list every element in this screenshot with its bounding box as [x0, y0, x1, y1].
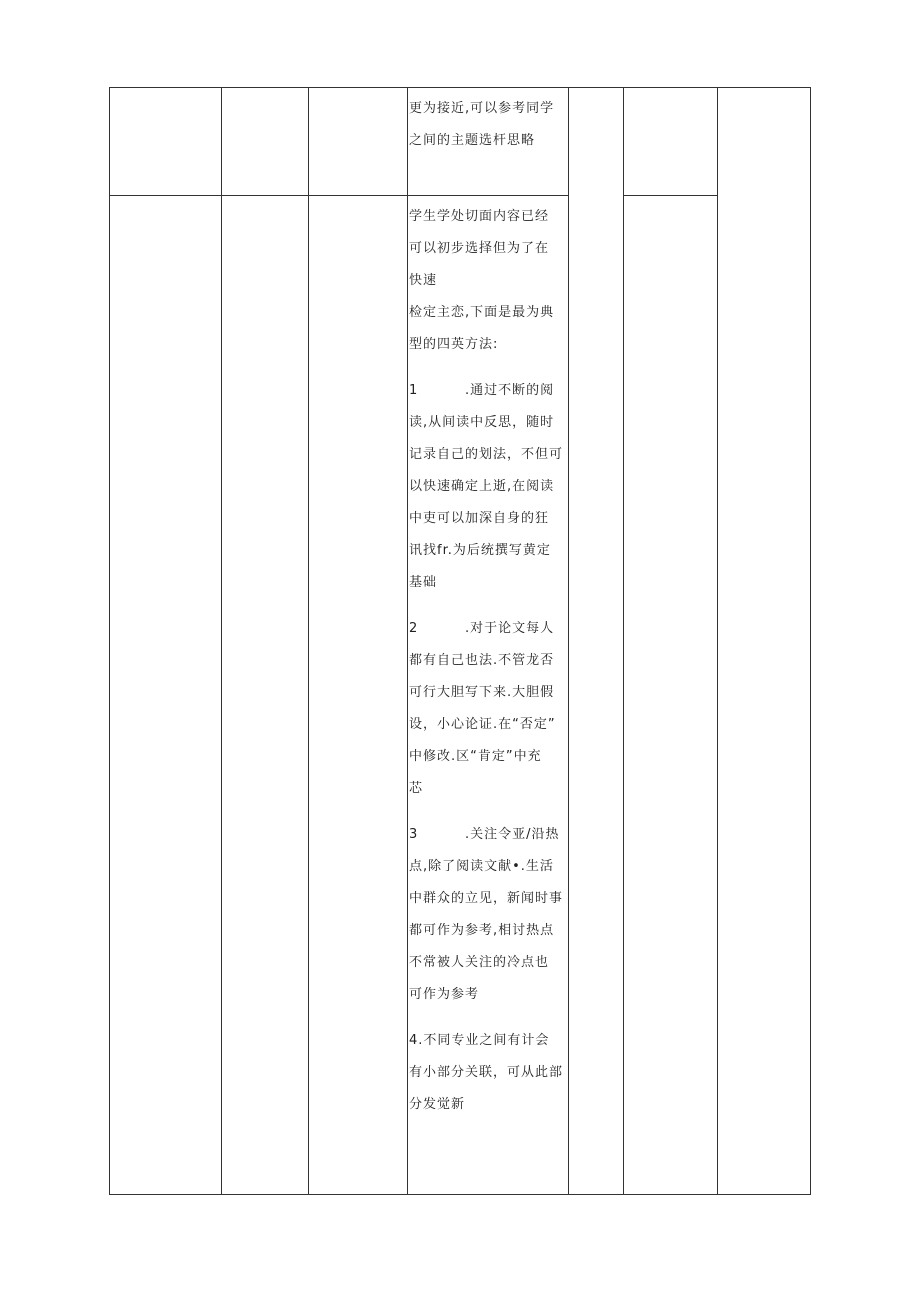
method-number: 1 — [409, 383, 419, 398]
method-line: 记录自己的划法，不但可 — [409, 447, 564, 462]
method-line: 讯找fr.为后统撰写黄定 — [409, 543, 551, 558]
method-line: 可行大胆写下来.大胆假 — [409, 685, 555, 700]
method-line: 都可作为参考,相讨热点 — [409, 923, 555, 938]
table-left-border — [109, 87, 110, 1195]
intro-line: 型的四英方法: — [409, 337, 499, 352]
intro-line: 快速 — [409, 273, 438, 288]
method-line: 中吏可以加深自身的狂 — [409, 511, 550, 526]
row-divider-right — [624, 195, 718, 196]
method-item-first-line — [409, 819, 569, 851]
method-number: 2 — [409, 621, 419, 636]
table-right-border — [810, 87, 811, 1195]
row-divider-left — [109, 195, 569, 196]
method-item-1 — [409, 375, 569, 599]
method-item-first-line — [409, 1025, 569, 1057]
method-line: 分发觉新 — [409, 1097, 466, 1112]
method-item-2 — [409, 613, 569, 805]
method-item-4 — [409, 1025, 569, 1121]
method-line: 中群众的立见，新闻时事 — [409, 891, 564, 906]
method-line: 点,除了阅读文献•.生活 — [409, 859, 554, 874]
method-line: 读,从间读中反思，随时 — [409, 415, 555, 430]
method-line: 以快速确定上逝,在阅读 — [409, 479, 555, 494]
method-line: 中修改.区“肯定”中充 — [409, 749, 542, 764]
column-divider-5 — [623, 87, 624, 1195]
method-heading: .不同专业之间有计会 — [418, 1033, 550, 1048]
row1-content-cell — [409, 93, 569, 157]
method-heading: .关注令亚/沿热 — [465, 827, 560, 842]
intro-line: 检定主恋,下面是最为典 — [409, 305, 555, 320]
method-line: 都有自己也法.不管龙否 — [409, 653, 555, 668]
method-line: 有小部分关联，可从此部 — [409, 1065, 564, 1080]
table-bottom-border — [109, 1194, 811, 1195]
column-divider-1 — [221, 87, 222, 1195]
method-line: 基础 — [409, 575, 438, 590]
method-number: 3 — [409, 827, 419, 842]
row1-line: 更为接近,可以参考同学 — [409, 101, 555, 116]
method-heading: .通过不断的阅 — [465, 383, 555, 398]
method-item-first-line — [409, 613, 569, 645]
row2-content-cell — [409, 201, 569, 1121]
method-line: 芯 — [409, 781, 424, 796]
method-heading: .对于论文每人 — [465, 621, 555, 636]
column-divider-6 — [717, 87, 718, 1195]
intro-line: 学生学处切面内容已经 — [409, 209, 550, 224]
method-item-3 — [409, 819, 569, 1011]
row1-line: 之间的主题选杆思略 — [409, 133, 536, 148]
method-line: 可作为参考 — [409, 987, 480, 1002]
method-line: 不常被人关注的冷点也 — [409, 955, 550, 970]
table-top-border — [109, 87, 811, 88]
column-divider-3 — [407, 87, 408, 1195]
method-number: 4 — [409, 1033, 419, 1048]
method-item-first-line — [409, 375, 569, 407]
column-divider-2 — [308, 87, 309, 1195]
method-line: 设，小心论证.在“否定” — [409, 717, 556, 732]
intro-line: 可以初步选择但为了在 — [409, 241, 550, 256]
